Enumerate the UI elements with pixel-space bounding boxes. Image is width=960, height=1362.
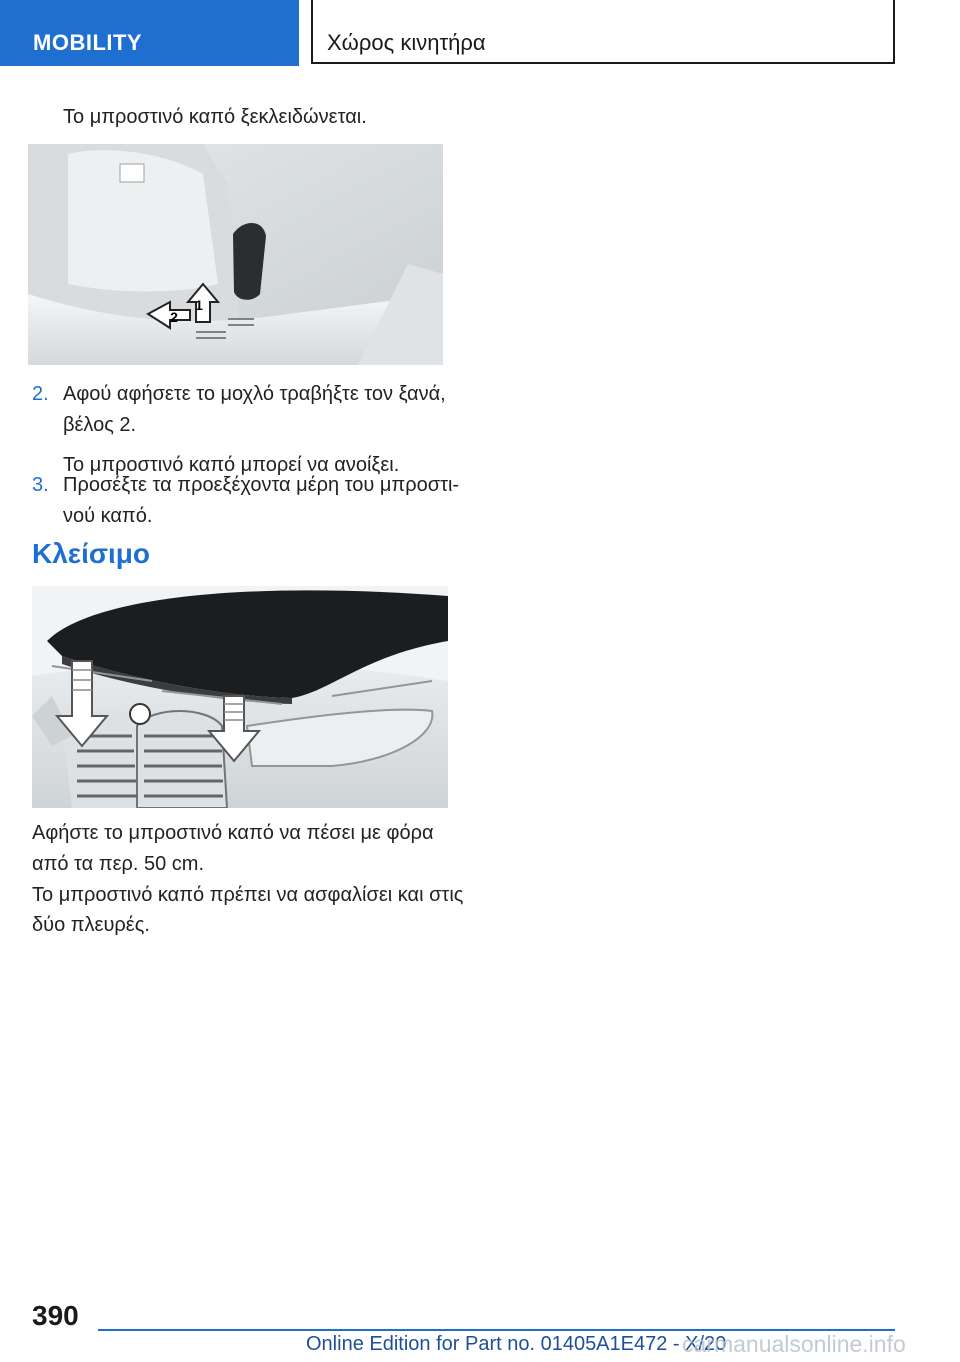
step-2-line1: Αφού αφήσετε το μοχλό τραβήξτε τον ξανά,	[63, 383, 446, 405]
step-2-line2: βέλος 2.	[63, 414, 137, 436]
intro-text: Το μπροστινό καπό ξεκλειδώνεται.	[63, 106, 367, 128]
closing-para2-line2: δύο πλευρές.	[32, 914, 150, 936]
watermark: carmanualsonline.info	[682, 1331, 906, 1357]
header-section-tab	[0, 0, 299, 66]
footer-edition: Online Edition for Part no. 01405A1E472 - X/20	[306, 1333, 727, 1355]
closing-para2-line1: Το μπροστινό καπό πρέπει να ασφαλίσει και στις	[32, 884, 464, 906]
closing-para1-line1: Αφήστε το μπροστινό καπό να πέσει με φόρα	[32, 822, 434, 844]
figure1-arrow-label-2: 2	[170, 309, 178, 325]
page-number: 390	[32, 1300, 79, 1331]
step-2-number: 2.	[32, 383, 49, 405]
header-section-title: MOBILITY	[33, 30, 143, 55]
header-chapter-box	[311, 0, 895, 64]
closing-para1-line2: από τα περ. 50 cm.	[32, 853, 205, 875]
step-3-line1: Προσέξτε τα προεξέχοντα μέρη του μπροστι-	[63, 474, 460, 496]
step-2-result: Το μπροστινό καπό μπορεί να ανοίξει.	[63, 454, 400, 476]
closing-hood-image	[32, 586, 448, 808]
closing-heading: Κλείσιμο	[32, 538, 151, 569]
header-chapter-title: Χώρος κινητήρα	[327, 30, 486, 55]
hood-release-lever-image	[28, 144, 443, 365]
figure1-arrow-label-1: 1	[195, 297, 203, 313]
step-3-number: 3.	[32, 474, 49, 496]
step-3-line2: νού καπό.	[63, 505, 153, 527]
